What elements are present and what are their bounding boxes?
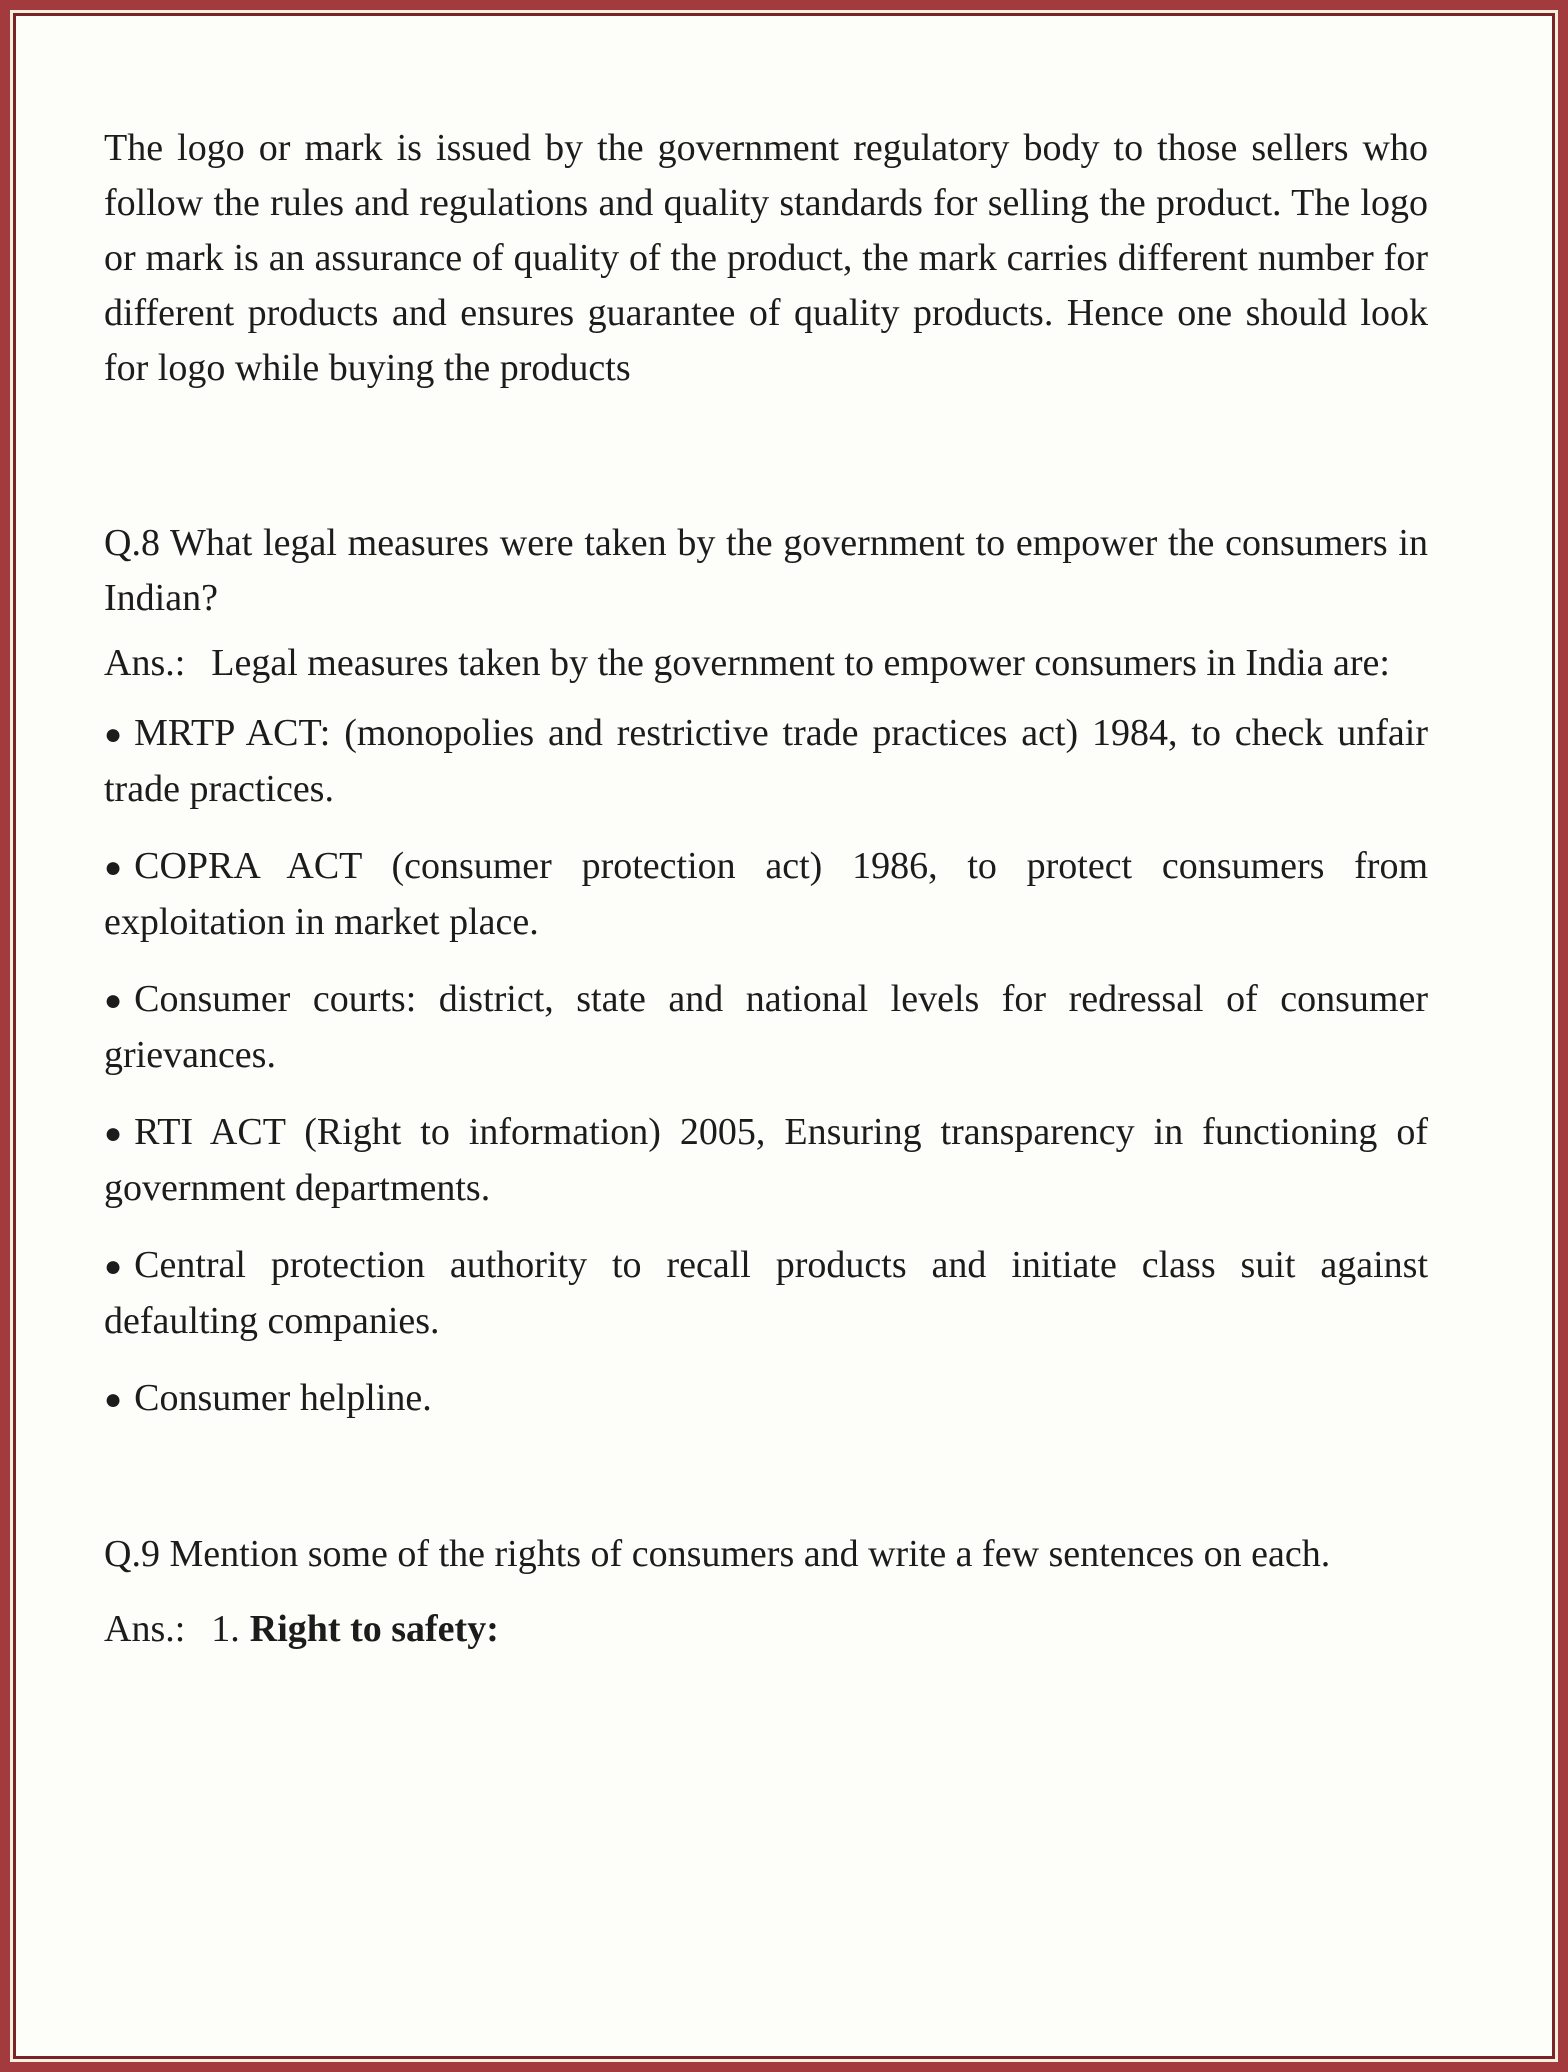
- bullet-text: Consumer helpline.: [134, 1377, 432, 1419]
- bullet-item-mrtp: [104, 706, 1428, 817]
- bullet-text: MRTP ACT: (monopolies and restrictive trade practices act) 1984, to check unfair trade practices.: [104, 712, 1428, 810]
- bullet-item-copra: [104, 839, 1428, 950]
- bullet-icon: ●: [104, 984, 123, 1017]
- bullet-text: COPRA ACT (consumer protection act) 1986, to protect consumers from exploitation in market place.: [104, 845, 1428, 943]
- bullet-item-rti: [104, 1105, 1428, 1216]
- answer-9-number: 1.: [211, 1608, 240, 1650]
- answer-9-label: Ans.:: [104, 1608, 186, 1650]
- page-border-frame: [10, 10, 1558, 2062]
- question-8: Q.8 What legal measures were taken by the government to empower the consumers in Indian?: [104, 522, 1428, 619]
- page-content: [13, 13, 1555, 2059]
- answer-9-right-to-safety: Right to safety:: [249, 1608, 499, 1650]
- bullet-icon: ●: [104, 851, 123, 884]
- bullet-item-central-authority: [104, 1238, 1428, 1349]
- answer-8-label: Ans.:: [104, 642, 186, 684]
- bullet-text: Consumer courts: district, state and national levels for redressal of consumer grievances.: [104, 978, 1428, 1076]
- bullet-icon: ●: [104, 718, 123, 751]
- bullet-icon: ●: [104, 1250, 123, 1283]
- bullet-icon: ●: [104, 1383, 123, 1416]
- bullet-text: Central protection authority to recall products and initiate class suit against defaulting companies.: [104, 1244, 1428, 1342]
- answer-8-text: Legal measures taken by the government to empower consumers in India are:: [211, 642, 1390, 684]
- bullet-text: RTI ACT (Right to information) 2005, Ensuring transparency in functioning of government departments.: [104, 1111, 1428, 1209]
- bullet-item-consumer-courts: [104, 972, 1428, 1083]
- answer-8-intro: [104, 636, 1428, 691]
- question-9: Q.9 Mention some of the rights of consumers and write a few sentences on each.: [104, 1533, 1331, 1575]
- intro-paragraph: The logo or mark is issued by the government regulatory body to those sellers who follow the rules and regulations and quality standards for selling the product. The logo or mark is an assurance of quality of the product, the mark carries different number for different products and ensures guarantee of quality products. Hence one should look for logo while buying the products: [104, 127, 1428, 389]
- bullet-icon: ●: [104, 1117, 123, 1150]
- bullet-list: [104, 706, 1428, 1427]
- bullet-item-helpline: [104, 1371, 1428, 1427]
- answer-9: [104, 1602, 1428, 1657]
